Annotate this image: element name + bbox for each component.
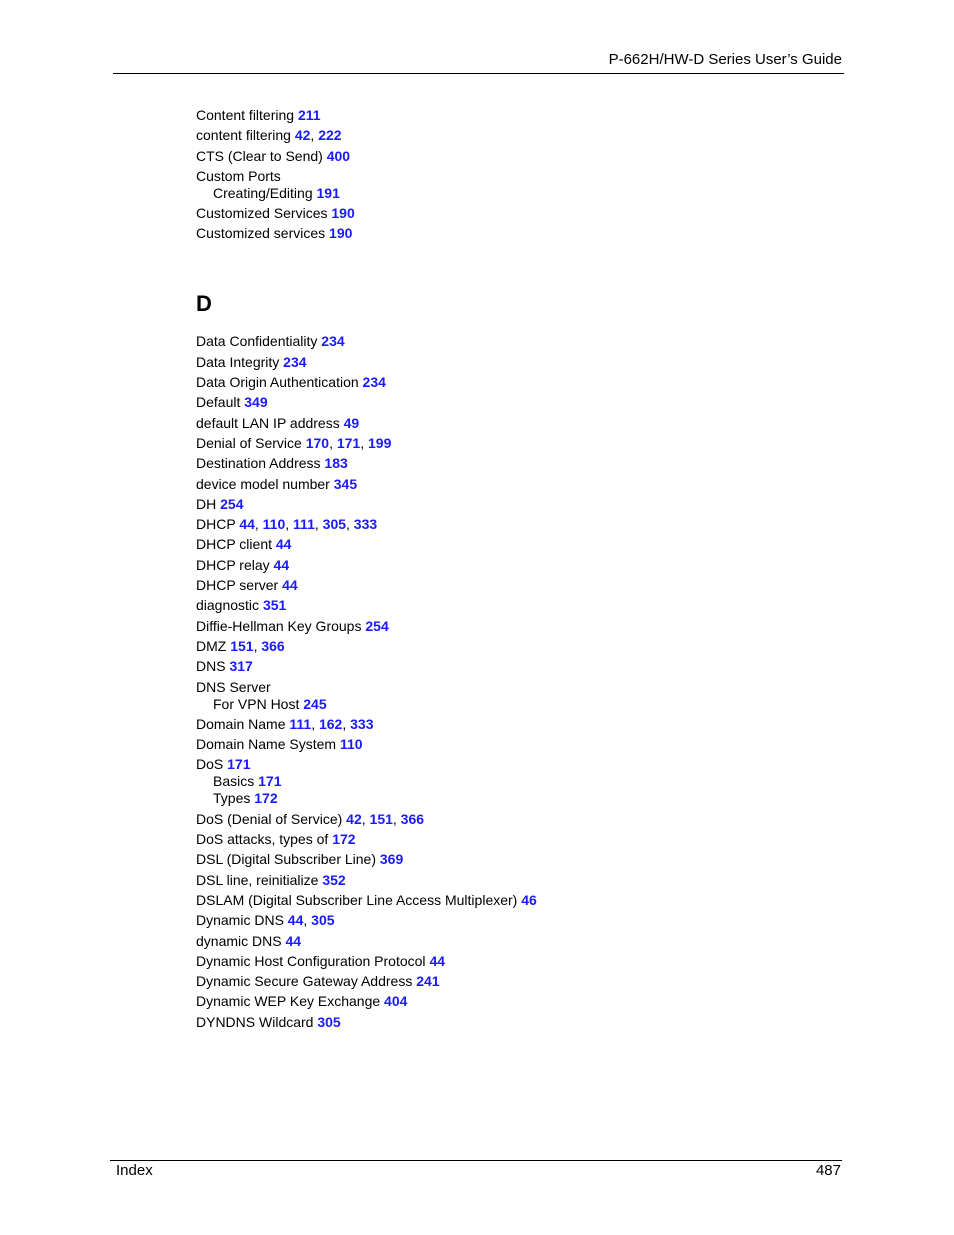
page-reference-link[interactable]: 234: [362, 374, 386, 391]
index-term: diagnostic: [196, 597, 260, 614]
page-reference-link[interactable]: 366: [400, 810, 425, 827]
index-entry: [196, 973, 846, 990]
page-reference-link[interactable]: 110: [339, 736, 363, 753]
page-reference-link[interactable]: 254: [365, 617, 389, 634]
page-reference-link[interactable]: 183: [324, 455, 348, 472]
index-term: Customized services: [196, 225, 326, 242]
header-rule: [113, 73, 844, 74]
page-reference-link[interactable]: 345: [333, 475, 358, 492]
page-reference-link[interactable]: 211: [297, 107, 321, 123]
page-reference-link[interactable]: 111: [293, 516, 315, 533]
page-reference-link[interactable]: 190: [331, 205, 355, 222]
index-entry: [196, 756, 846, 773]
index-term: DHCP client: [196, 536, 272, 553]
index-term: Data Origin Authentication: [196, 374, 359, 391]
index-subentry: [196, 790, 846, 807]
page-reference-link[interactable]: 171: [227, 756, 251, 773]
index-entry: [196, 168, 846, 185]
footer-rule: [110, 1160, 842, 1161]
index-term: DSL line, reinitialize: [196, 871, 319, 888]
page-reference-link[interactable]: 42: [294, 127, 311, 144]
index-entry: DMZ 151, 366: [196, 637, 285, 654]
index-entry: [196, 333, 846, 350]
index-entry: [196, 953, 846, 970]
index-entry: [196, 455, 846, 472]
index-term: Custom Ports: [196, 167, 281, 184]
footer-page-number: 487: [815, 1162, 841, 1179]
index-term: DHCP server: [196, 577, 279, 594]
index-term: Domain Name: [196, 715, 286, 732]
index-term: Dynamic Secure Gateway Address: [196, 973, 413, 990]
index-list: [196, 107, 846, 1031]
index-term: Dynamic DNS: [196, 912, 284, 929]
page-reference-link[interactable]: 333: [350, 715, 374, 732]
index-entry: [196, 851, 846, 868]
index-term: DHCP relay: [196, 556, 270, 573]
index-entry: [196, 933, 846, 950]
index-letter-heading: D: [196, 291, 212, 317]
page-reference-link[interactable]: 352: [322, 871, 346, 888]
index-term: content filtering: [196, 127, 291, 144]
index-term: Data Integrity: [196, 353, 280, 370]
index-entry: [196, 831, 846, 848]
page-reference-link[interactable]: 44: [275, 536, 292, 553]
page-reference-link[interactable]: 400: [326, 147, 351, 164]
index-term: DSL (Digital Subscriber Line): [196, 851, 376, 868]
page-reference-link[interactable]: 234: [283, 353, 307, 370]
index-term: DNS Server: [196, 678, 271, 695]
footer-section: Index: [116, 1162, 153, 1179]
index-term: Dynamic Host Configuration Protocol: [196, 952, 426, 969]
page-reference-link[interactable]: 110: [262, 516, 286, 533]
index-entry: Denial of Service 170, 171, 199: [196, 434, 392, 451]
page-reference-link[interactable]: 44: [429, 952, 446, 969]
index-entry: [196, 618, 846, 635]
page-reference-link[interactable]: 172: [254, 790, 278, 807]
page-reference-link[interactable]: 172: [332, 831, 356, 848]
index-entry: [196, 872, 846, 889]
index-term: DYNDNS Wildcard: [196, 1013, 314, 1030]
page-reference-link[interactable]: 151: [369, 810, 393, 827]
index-entry: [196, 658, 846, 675]
page-reference-link[interactable]: 151: [230, 637, 254, 654]
index-term: Types: [213, 790, 251, 807]
index-entry: [196, 496, 846, 513]
index-term: DSLAM (Digital Subscriber Line Access Multiplexer): [196, 891, 518, 908]
index-subentry: [196, 773, 846, 790]
index-term: Destination Address: [196, 455, 321, 472]
index-term: Denial of Service: [196, 434, 302, 451]
page-reference-link[interactable]: 222: [318, 127, 342, 144]
page-reference-link[interactable]: 190: [329, 225, 353, 242]
index-term: Default: [196, 394, 241, 411]
index-entry: [196, 536, 846, 553]
page-reference-link[interactable]: 171: [258, 773, 282, 790]
page-reference-link[interactable]: 241: [416, 973, 440, 990]
index-entry: [196, 679, 846, 696]
page-reference-link[interactable]: 333: [353, 516, 378, 533]
page-header-title: P-662H/HW-D Series User’s Guide: [608, 51, 842, 68]
index-entry: DoS (Denial of Service) 42, 151, 366: [196, 810, 425, 827]
index-entry: [196, 736, 846, 753]
page-reference-link[interactable]: 49: [343, 414, 360, 431]
page-reference-link[interactable]: 42: [346, 810, 362, 827]
page-reference-link[interactable]: 111: [289, 715, 312, 732]
index-entry: [196, 374, 846, 391]
index-term: For VPN Host: [213, 695, 300, 712]
page-reference-link[interactable]: 349: [244, 394, 268, 411]
page-reference-link[interactable]: 234: [321, 333, 345, 350]
page-reference-link[interactable]: 46: [521, 891, 537, 908]
index-entry: [196, 148, 846, 165]
index-term: DoS (Denial of Service): [196, 810, 343, 827]
page-reference-link[interactable]: 162: [318, 715, 343, 732]
page-reference-link[interactable]: 171: [336, 434, 361, 451]
index-term: CTS (Clear to Send): [196, 147, 323, 164]
index-term: DHCP: [196, 516, 236, 533]
index-entry: [196, 354, 846, 371]
index-entry: [196, 107, 846, 124]
index-entry: Domain Name 111, 162, 333: [196, 715, 374, 732]
index-entry: content filtering 42, 222: [196, 127, 342, 144]
page-reference-link[interactable]: 44: [285, 932, 302, 949]
index-term: DoS: [196, 756, 224, 773]
index-entry: [196, 993, 846, 1010]
index-entry: [196, 394, 846, 411]
index-term: Creating/Editing: [213, 184, 313, 201]
index-entry: Dynamic DNS 44, 305: [196, 912, 335, 929]
page-reference-link[interactable]: 369: [379, 851, 404, 868]
index-term: default LAN IP address: [196, 414, 340, 431]
index-entry: [196, 225, 846, 242]
page-reference-link[interactable]: 191: [316, 184, 340, 201]
index-entry: [196, 415, 846, 432]
index-term: Data Confidentiality: [196, 333, 318, 350]
page-reference-link[interactable]: 305: [317, 1013, 341, 1030]
index-entry: [196, 557, 846, 574]
index-subentry: [196, 696, 846, 713]
page-reference-link[interactable]: 44: [287, 912, 304, 929]
index-entry: [196, 205, 846, 222]
page-reference-link[interactable]: 44: [239, 516, 255, 533]
page-reference-link[interactable]: 254: [220, 495, 244, 512]
page-reference-link[interactable]: 44: [273, 556, 290, 573]
index-entry: [196, 892, 846, 909]
index-term: DH: [196, 495, 217, 512]
index-entry: [196, 1014, 846, 1031]
index-entry: [196, 577, 846, 594]
index-term: Diffie-Hellman Key Groups: [196, 617, 362, 634]
index-term: DNS: [196, 658, 226, 675]
page-reference-link[interactable]: 305: [322, 516, 347, 533]
index-entry: [196, 476, 846, 493]
page-reference-link[interactable]: 170: [305, 434, 330, 451]
index-term: Content filtering: [196, 107, 295, 123]
index-subentry: [196, 185, 846, 202]
index-term: DMZ: [196, 637, 227, 654]
index-term: Dynamic WEP Key Exchange: [196, 993, 381, 1010]
page-reference-link[interactable]: 317: [229, 658, 253, 675]
page-reference-link[interactable]: 305: [311, 912, 335, 929]
page-reference-link[interactable]: 199: [368, 434, 392, 451]
page-reference-link[interactable]: 44: [282, 577, 298, 594]
index-term: device model number: [196, 475, 330, 492]
index-entry: [196, 597, 846, 614]
index-term: Basics: [213, 773, 255, 790]
index-term: DoS attacks, types of: [196, 831, 329, 848]
index-term: Domain Name System: [196, 736, 337, 753]
page-reference-link[interactable]: 245: [303, 695, 327, 712]
index-term: dynamic DNS: [196, 932, 282, 949]
page-reference-link[interactable]: 351: [262, 597, 287, 614]
index-term: Customized Services: [196, 205, 328, 222]
index-entry: DHCP 44, 110, 111, 305, 333: [196, 516, 378, 533]
page-reference-link[interactable]: 404: [384, 993, 408, 1010]
page-reference-link[interactable]: 366: [261, 637, 285, 654]
